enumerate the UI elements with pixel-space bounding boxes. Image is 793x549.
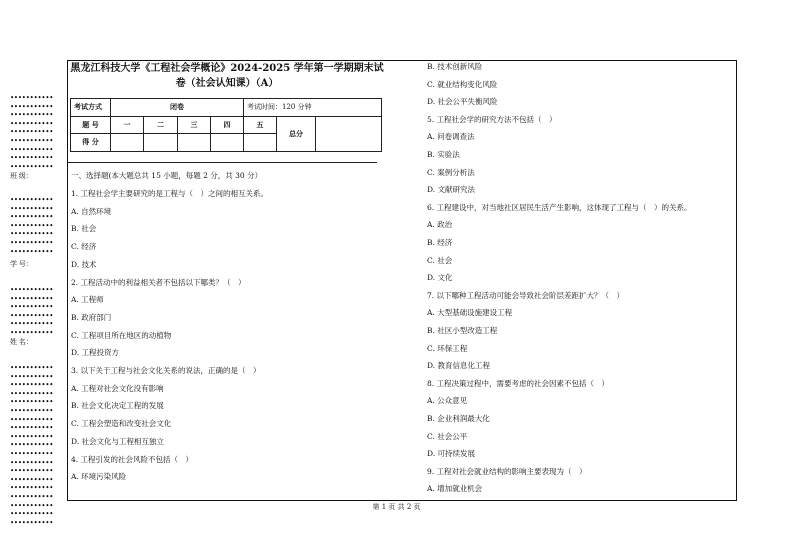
dot-separator: ••••••••••• <box>10 398 54 407</box>
dot-separator: ••••••••••• <box>10 94 54 102</box>
answer-option: D. 社会文化与工程相互独立 <box>71 436 165 446</box>
answer-option: C. 社会 <box>427 255 453 265</box>
dot-separator: ••••••••••• <box>10 432 54 441</box>
dot-separator: ••••••••••• <box>10 145 54 154</box>
answer-option: A. 工程对社会文化没有影响 <box>71 383 164 393</box>
question-stem: 9. 工程对社会就业结构的影响主要表现为（ ） <box>427 466 587 476</box>
dot-separator: ••••••••••• <box>10 407 54 415</box>
exam-info-table <box>70 98 382 152</box>
answer-option: A. 工程师 <box>71 295 104 305</box>
answer-option: D. 社会公平失衡风险 <box>427 97 498 107</box>
answer-option: C. 案例分析法 <box>427 167 475 177</box>
answer-option: D. 教育信息化工程 <box>427 361 491 371</box>
exam-time: 考试时间：120 分钟 <box>244 99 382 117</box>
dot-separator: ••••••••••• <box>10 239 54 247</box>
dot-separator: ••••••••••• <box>10 364 54 372</box>
dot-separator: ••••••••••• <box>10 204 54 213</box>
dot-separator: ••••••••••• <box>10 389 54 398</box>
dot-separator: ••••••••••• <box>10 475 54 484</box>
answer-option: D. 工程投资方 <box>71 348 120 358</box>
dot-separator: ••••••••••• <box>10 372 54 381</box>
dot-separator: ••••••••••• <box>10 501 54 510</box>
answer-option: B. 社区小型改造工程 <box>427 326 498 335</box>
answer-option: C. 环保工程 <box>427 343 468 353</box>
student-no-label: 学 号： <box>10 260 33 268</box>
dot-separator: ••••••••••• <box>10 294 54 303</box>
dot-separator: ••••••••••• <box>10 320 54 329</box>
dot-separator: ••••••••••• <box>10 154 54 163</box>
answer-option: A. 自然环境 <box>71 206 112 216</box>
answer-option: A. 大型基础设施建设工程 <box>427 308 513 318</box>
dot-separator: ••••••••••• <box>10 424 54 433</box>
answer-option: A. 增加就业机会 <box>427 484 483 494</box>
section-5: 五 <box>244 116 277 134</box>
answer-option: A. 环境污染风险 <box>71 472 127 482</box>
dot-separator: ••••••••••• <box>10 311 54 320</box>
dot-separator: ••••••••••• <box>10 286 54 294</box>
dot-separator: ••••••••••• <box>10 329 54 337</box>
answer-option: B. 社会文化决定工程的发展 <box>71 401 164 411</box>
question-stem: 6. 工程建设中，对当地社区居民生活产生影响，这体现了工程与（ ）的关系。 <box>427 202 692 212</box>
question-stem: 4. 工程引发的社会风险不包括（ ） <box>71 454 194 464</box>
dot-separator: ••••••••••• <box>10 381 54 390</box>
answer-option: B. 企业利润最大化 <box>427 414 490 423</box>
answer-option: C. 就业结构变化风险 <box>427 79 498 89</box>
dot-separator: ••••••••••• <box>10 518 54 527</box>
dot-separator: ••••••••••• <box>10 458 54 467</box>
answer-option: B. 政府部门 <box>71 312 112 322</box>
total-score-cell <box>316 116 382 151</box>
dot-separator: ••••••••••• <box>10 221 54 230</box>
section-4: 四 <box>211 116 244 134</box>
question-stem: 3. 以下关于工程与社会文化关系的说法，正确的是（ ） <box>71 366 261 375</box>
dot-separator: ••••••••••• <box>10 128 54 137</box>
dot-separator: ••••••••••• <box>10 493 54 501</box>
question-stem: 7. 以下哪种工程活动可能会导致社会阶层差距扩大？（ ） <box>427 290 625 300</box>
divider <box>67 162 377 163</box>
page-footer: 第 1 页 共 2 页 <box>372 503 421 511</box>
score-cell <box>111 134 144 152</box>
class-label: 班 级： <box>10 172 33 180</box>
answer-option: C. 经济 <box>71 242 97 252</box>
answer-option: C. 工程项目所在地区的动植物 <box>71 330 172 340</box>
answer-option: A. 政治 <box>427 220 453 230</box>
score-label: 得 分 <box>71 134 111 152</box>
score-cell <box>144 134 178 152</box>
answer-option: B. 社会 <box>71 224 97 234</box>
answer-option: A. 问卷调查法 <box>427 132 475 142</box>
exam-mode-label: 考试方式 <box>71 99 111 117</box>
dot-separator: ••••••••••• <box>10 137 54 145</box>
dot-separator: ••••••••••• <box>10 441 54 450</box>
answer-option: A. 公众意见 <box>427 396 468 406</box>
answer-option: B. 实验法 <box>427 150 460 159</box>
question-stem: 8. 工程决策过程中，需要考虑的社会因素不包括（ ） <box>427 378 610 388</box>
dot-separator: ••••••••••• <box>10 303 54 312</box>
dot-separator: ••••••••••• <box>10 213 54 222</box>
answer-option: D. 文献研究法 <box>427 185 476 195</box>
score-cell <box>178 134 211 152</box>
answer-option: C. 工程会塑造和改变社会文化 <box>71 419 172 429</box>
section-2: 二 <box>144 116 178 134</box>
question-no-label: 题 号 <box>71 116 111 134</box>
dot-separator: ••••••••••• <box>10 230 54 239</box>
answer-option: B. 经济 <box>427 238 453 247</box>
section-3: 三 <box>178 116 211 134</box>
dot-separator: ••••••••••• <box>10 196 54 204</box>
answer-option: D. 技术 <box>71 259 97 269</box>
exam-mode-value: 闭卷 <box>111 99 244 117</box>
section-header: 一、选择题(本大题总共 15 小题，每题 2 分，共 30 分） <box>71 171 263 180</box>
answer-option: C. 社会公平 <box>427 431 468 441</box>
exam-title-line1: 黑龙江科技大学《工程社会学概论》2024-2025 学年第一学期期末试 <box>70 63 384 74</box>
dot-separator: ••••••••••• <box>10 415 54 424</box>
name-label: 姓 名： <box>10 338 33 346</box>
question-stem: 5. 工程社会学的研究方法不包括（ ） <box>427 114 557 124</box>
question-stem: 2. 工程活动中的利益相关者不包括以下哪类？（ ） <box>71 277 246 287</box>
dot-separator: ••••••••••• <box>10 467 54 476</box>
score-cell <box>211 134 244 152</box>
dot-separator: ••••••••••• <box>10 450 54 458</box>
dot-separator: ••••••••••• <box>10 119 54 128</box>
answer-option: D. 文化 <box>427 273 453 283</box>
dot-separator: ••••••••••• <box>10 510 54 519</box>
exam-title-line2: 卷（社会认知课）（A） <box>175 78 279 89</box>
dot-separator: ••••••••••• <box>10 111 54 120</box>
dot-separator: ••••••••••• <box>10 162 54 171</box>
score-cell <box>244 134 277 152</box>
dot-separator: ••••••••••• <box>10 247 54 256</box>
dot-separator: ••••••••••• <box>10 484 54 493</box>
section-1: 一 <box>111 116 144 134</box>
answer-option: D. 可持续发展 <box>427 449 476 459</box>
dot-separator: ••••••••••• <box>10 102 54 111</box>
question-stem: 1. 工程社会学主要研究的是工程与（ ）之间的相互关系。 <box>71 189 269 198</box>
answer-option: B. 技术创新风险 <box>427 62 483 71</box>
total-label: 总分 <box>277 116 316 151</box>
